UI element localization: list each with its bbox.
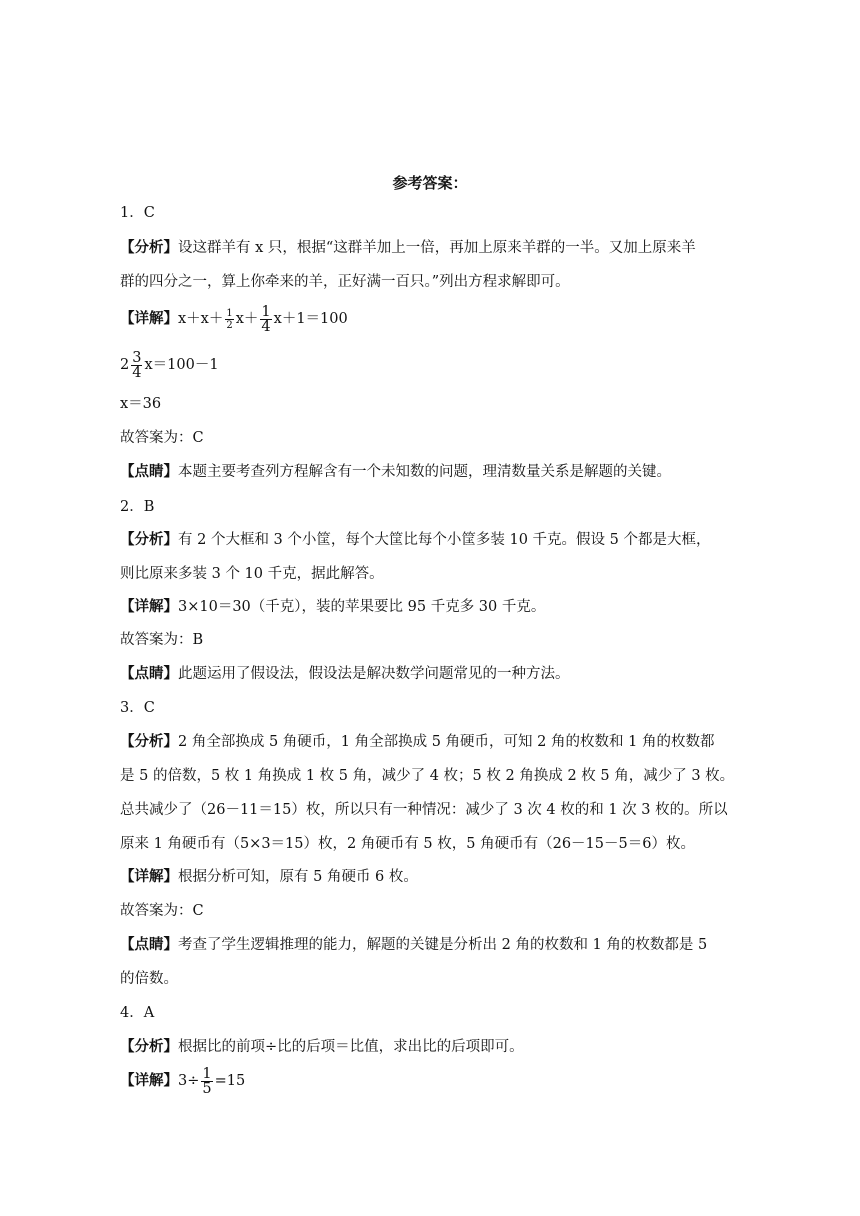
q4-eq-num: 1 — [202, 1065, 212, 1082]
q3-analysis-text-1: 2 角全部换成 5 角硬币，1 角全部换成 5 角硬币，可知 2 角的枚数和 1 角的枚数都 — [178, 734, 715, 750]
q1-eq1-f2-num: 1 — [261, 303, 271, 320]
q1-eq1-fraction-2 — [260, 305, 271, 334]
q1-comment-text: 本题主要考查列方程解含有一个未知数的问题，理清数量关系是解题的关键。 — [178, 464, 671, 480]
q3-comment-line-1 — [120, 935, 707, 955]
q4-eq-b: =15 — [214, 1073, 246, 1089]
q1-eq2-line — [120, 348, 219, 382]
q1-conclusion: 故答案为：C — [120, 430, 204, 446]
q1-comment-line — [120, 462, 671, 482]
q1-eq2-fraction — [131, 351, 142, 380]
q1-eq1-f1-num: 1 — [226, 307, 233, 319]
q2-detail-text: 3×10＝30（千克），装的苹果要比 95 千克多 30 千克。 — [178, 599, 546, 615]
q1-analysis-line-2: 群的四分之一，算上你牵来的羊，正好满一百只。”列出方程求解即可。 — [120, 274, 570, 290]
q3-analysis-line-3: 总共减少了（26－11＝15）枚，所以只有一种情况：减少了 3 次 4 枚的和 1 次 3 枚的。所以 — [120, 802, 728, 818]
q2-analysis-tag: 【分析】 — [120, 531, 178, 548]
q1-eq2-num: 3 — [132, 349, 142, 366]
q4-analysis-tag: 【分析】 — [120, 1038, 178, 1055]
q2-comment-line — [120, 664, 570, 684]
q3-conclusion: 故答案为：C — [120, 903, 204, 919]
q1-eq2-rest: x＝100－1 — [144, 357, 219, 373]
q3-answer: 3．C — [120, 700, 155, 716]
q3-detail-text: 根据分析可知，原有 5 角硬币 6 枚。 — [178, 869, 418, 885]
q1-eq1-f1-den: 2 — [226, 319, 233, 331]
q1-eq1-f2-den: 4 — [261, 318, 271, 335]
q3-analysis-line-1 — [120, 732, 714, 752]
q3-analysis-line-4: 原来 1 角硬币有（5×3＝15）枚，2 角硬币有 5 枚，5 角硬币有（26－15－5＝6）枚。 — [120, 836, 695, 852]
q1-answer: 1．C — [120, 205, 155, 221]
q2-answer: 2．B — [120, 499, 155, 515]
q3-detail-tag: 【详解】 — [120, 868, 178, 885]
q2-analysis-text-1: 有 2 个大框和 3 个小筐，每个大筐比每个小筐多装 10 千克。假设 5 个都是大框， — [178, 532, 711, 548]
q1-eq1-b: x＋ — [235, 311, 259, 327]
q1-eq1-a: x＋x＋ — [178, 311, 224, 327]
q3-analysis-tag: 【分析】 — [120, 733, 178, 750]
q3-comment-line-2: 的倍数。 — [120, 971, 178, 987]
q2-comment-text: 此题运用了假设法，假设法是解决数学问题常见的一种方法。 — [178, 666, 570, 682]
q2-analysis-line-2: 则比原来多装 3 个 10 千克，据此解答。 — [120, 566, 384, 582]
q1-eq3: x＝36 — [120, 396, 162, 412]
q3-comment-text-1: 考查了学生逻辑推理的能力，解题的关键是分析出 2 角的枚数和 1 角的枚数都是 5 — [178, 937, 708, 953]
q4-eq-fraction — [201, 1067, 212, 1096]
q1-eq1-fraction-1 — [225, 308, 233, 331]
q1-analysis-tag: 【分析】 — [120, 239, 178, 256]
q4-answer: 4．A — [120, 1005, 155, 1021]
q1-eq2-den: 4 — [132, 364, 142, 381]
q4-detail-line — [120, 1064, 245, 1098]
q1-detail-tag: 【详解】 — [120, 310, 178, 327]
q2-detail-tag: 【详解】 — [120, 598, 178, 615]
q1-eq2-whole: 2 — [120, 357, 130, 373]
q4-analysis-text: 根据比的前项÷比的后项＝比值，求出比的后项即可。 — [178, 1039, 524, 1055]
q1-eq1-c: x＋1＝100 — [273, 311, 348, 327]
q3-analysis-line-2: 是 5 的倍数，5 枚 1 角换成 1 枚 5 角，减少了 4 枚；5 枚 2 角换成 2 枚 5 角，减少了 3 枚。 — [120, 768, 735, 784]
q4-eq-a: 3÷ — [178, 1073, 200, 1089]
q1-detail-line — [120, 302, 348, 336]
q2-analysis-line-1 — [120, 530, 711, 550]
q2-detail-line — [120, 597, 545, 617]
q3-comment-tag: 【点睛】 — [120, 936, 178, 953]
q2-comment-tag: 【点睛】 — [120, 665, 178, 682]
q4-eq-den: 5 — [202, 1080, 212, 1097]
q4-detail-tag: 【详解】 — [120, 1072, 178, 1089]
q3-detail-line — [120, 867, 418, 887]
q2-conclusion: 故答案为：B — [120, 632, 204, 648]
q1-comment-tag: 【点睛】 — [120, 463, 178, 480]
q4-analysis-line — [120, 1037, 524, 1057]
q1-analysis-line-1 — [120, 238, 696, 258]
page-title: 参考答案： — [392, 174, 468, 192]
q1-analysis-text-1: 设这群羊有 x 只，根据“这群羊加上一倍，再加上原来羊群的一半。又加上原来羊 — [178, 240, 696, 256]
